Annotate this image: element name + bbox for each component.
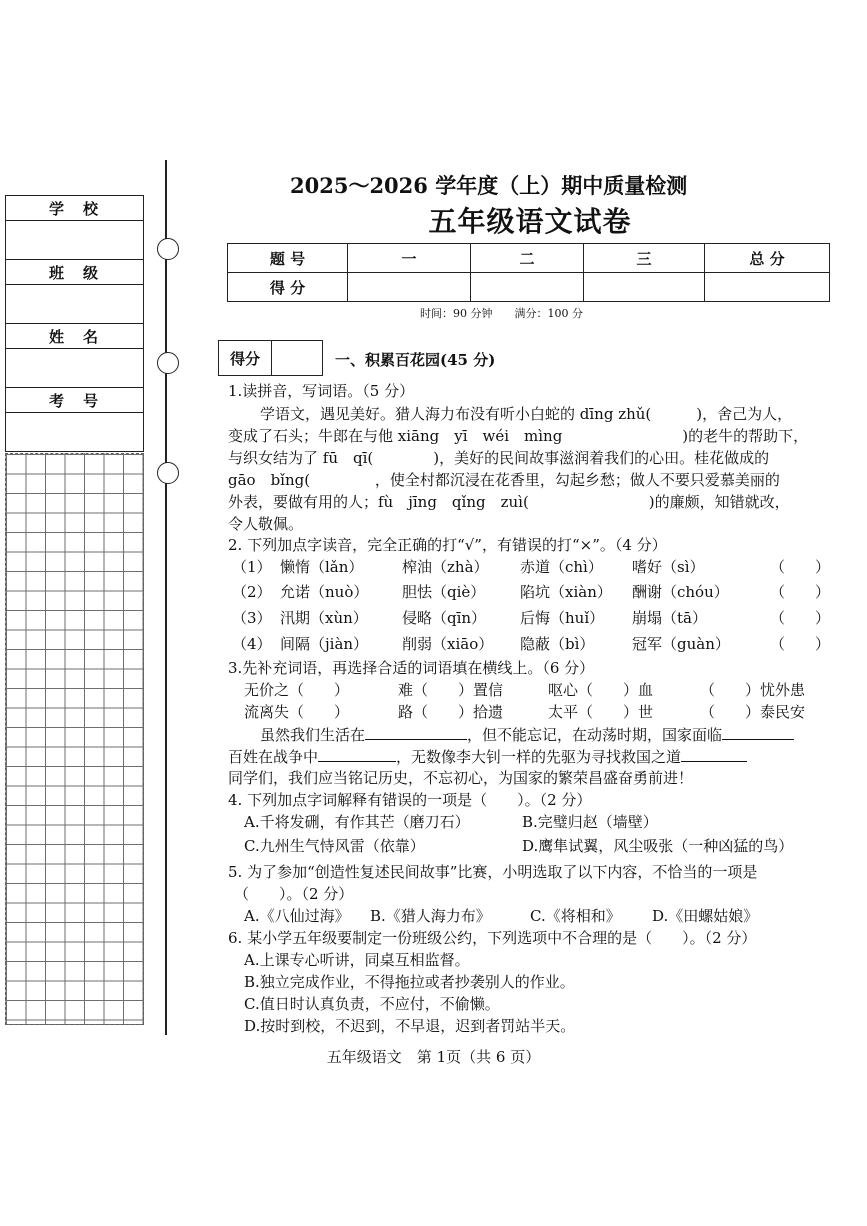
q2-item: 酬谢（chóu）	[632, 583, 729, 601]
section-score-label: 得分	[219, 341, 272, 376]
q3-word[interactable]: （ ）忧外患	[700, 681, 806, 699]
q1-line: 与织女结为了 fū qī( )，美好的民间故事滋润着我们的心田。桂花做成的	[228, 449, 770, 467]
q2-item: 削弱（xiāo）	[402, 635, 494, 653]
q2-item: 崩塌（tā）	[632, 609, 707, 627]
name-field[interactable]	[6, 349, 143, 388]
q2-item: 懒惰（lǎn）	[280, 558, 364, 576]
q1-line: 学语文，遇见美好。猎人海力布没有听小白蛇的 dīng zhǔ( )，舍己为人，	[260, 405, 793, 423]
q3-word[interactable]: 呕心（ ）血	[548, 681, 654, 699]
question-title: 5. 为了参加“创造性复述民间故事”比赛，小明选取了以下内容，不恰当的一项是	[228, 863, 758, 881]
question-title: 2. 下列加点字读音，完全正确的打“√”，有错误的打“×”。（4 分）	[228, 536, 667, 554]
q3-word[interactable]: （ ）泰民安	[700, 703, 806, 721]
fill-blank[interactable]	[318, 746, 396, 762]
q6-option-a[interactable]: A.上课专心听讲，同桌互相监督。	[244, 951, 470, 969]
score-cell[interactable]	[348, 273, 471, 302]
section-score-box	[218, 340, 323, 376]
q4-option-b[interactable]: B.完璧归赵（墙壁）	[522, 813, 658, 831]
class-field[interactable]	[6, 285, 143, 324]
question-title: 6. 某小学五年级要制定一份班级公约，下列选项中不合理的是（ ）。（2 分）	[228, 929, 757, 947]
question-title: 4. 下列加点字词解释有错误的一项是（ ）。（2 分）	[228, 791, 592, 809]
fill-blank[interactable]	[681, 746, 747, 762]
q4-option-a[interactable]: A.千将发硎，有作其芒（磨刀石）	[244, 813, 470, 831]
score-row-label: 得 分	[228, 273, 348, 302]
q3-text: 百姓在战争中	[228, 748, 319, 766]
binding-hole-icon	[157, 352, 179, 374]
score-header-cell: 题 号	[228, 244, 348, 273]
q2-item: 侵略（qīn）	[402, 609, 487, 627]
q2-item: 后悔（huǐ）	[520, 609, 605, 627]
q4-option-d[interactable]: D.鹰隼试翼，风尘吸张（一种凶猛的鸟）	[522, 837, 794, 855]
exam-number-field[interactable]	[6, 413, 143, 451]
question-title-cont: （ ）。（2 分）	[234, 885, 354, 903]
exam-title: 2025～2026 学年度（上）期中质量检测	[290, 173, 688, 198]
score-cell[interactable]	[471, 273, 584, 302]
q3-word[interactable]: 难（ ）置信	[398, 681, 504, 699]
q3-paragraph-line	[228, 746, 747, 767]
q3-text: 虽然我们生活在	[260, 726, 366, 744]
q3-paragraph-line: 同学们，我们应当铭记历史，不忘初心，为国家的繁荣昌盛奋勇前进！	[228, 769, 694, 787]
q2-item: 陷坑（xiàn）	[520, 583, 612, 601]
q2-item: 隐蔽（bì）	[520, 635, 595, 653]
q2-item: 榨油（zhà）	[402, 558, 489, 576]
q5-option-d[interactable]: D.《田螺姑娘》	[652, 907, 759, 925]
q1-line: gāo bǐng( ，使全村都沉浸在花香里，勾起乡愁；做人不要只爱慕美丽的	[228, 471, 780, 489]
q3-text: ，但不能忘记，在动荡时期，国家面临	[467, 726, 723, 744]
q2-item: 胆怯（qiè）	[402, 583, 486, 601]
score-table-header-row	[228, 244, 830, 273]
score-header-cell: 总 分	[705, 244, 830, 273]
q2-answer-blank[interactable]: （ ）	[770, 583, 831, 601]
question-title: 3.先补充词语，再选择合适的词语填在横线上。（6 分）	[228, 659, 595, 677]
q2-row-number: （4）	[232, 635, 272, 653]
score-header-cell: 三	[584, 244, 705, 273]
score-header-cell: 一	[348, 244, 471, 273]
page-footer: 五年级语文 第 1页（共 6 页）	[326, 1048, 541, 1066]
score-cell[interactable]	[705, 273, 830, 302]
fill-blank[interactable]	[722, 724, 794, 740]
q6-option-d[interactable]: D.按时到校，不迟到，不早退，迟到者罚站半天。	[244, 1017, 576, 1035]
q2-item: 汛期（xùn）	[280, 609, 368, 627]
q5-option-b[interactable]: B.《猎人海力布》	[370, 907, 491, 925]
q3-word[interactable]: 太平（ ）世	[548, 703, 654, 721]
q2-answer-blank[interactable]: （ ）	[770, 558, 831, 576]
fill-blank[interactable]	[365, 724, 467, 740]
q5-option-c[interactable]: C.《将相和》	[530, 907, 621, 925]
score-header-cell: 二	[471, 244, 584, 273]
q2-answer-blank[interactable]: （ ）	[770, 635, 831, 653]
paper-title: 五年级语文试卷	[428, 205, 632, 238]
binding-hole-icon	[157, 462, 179, 484]
time-info: 时间：90 分钟 满分：100 分	[420, 307, 583, 320]
score-table	[227, 243, 830, 302]
binding-hole-icon	[157, 238, 179, 260]
score-cell[interactable]	[584, 273, 705, 302]
name-label: 姓 名	[6, 324, 143, 349]
seat-grid	[5, 453, 144, 1025]
q1-line: 令人敬佩。	[228, 515, 304, 533]
q2-item: 赤道（chì）	[520, 558, 603, 576]
q3-text: ，无数像李大钊一样的先驱为寻找救国之道	[396, 748, 682, 766]
q1-line: 变成了石头；牛郎在与他 xiāng yī wéi mìng )的老牛的帮助下，	[228, 427, 809, 445]
q3-word[interactable]: 路（ ）拾遗	[398, 703, 504, 721]
binding-line	[165, 160, 167, 1035]
q3-paragraph-line	[260, 724, 794, 745]
q3-word[interactable]: 流离失（ ）	[244, 703, 350, 721]
section-title: 一、积累百花园(45 分)	[335, 351, 496, 369]
class-label: 班 级	[6, 260, 143, 285]
q6-option-b[interactable]: B.独立完成作业，不得拖拉或者抄袭别人的作业。	[244, 973, 575, 991]
section-score-cell[interactable]	[272, 341, 323, 376]
school-label: 学 校	[6, 196, 143, 221]
q2-item: 间隔（jiàn）	[280, 635, 369, 653]
q2-item: 嗜好（sì）	[632, 558, 705, 576]
q2-item: 允诺（nuò）	[280, 583, 369, 601]
exam-number-label: 考 号	[6, 388, 143, 413]
q2-row-number: （3）	[232, 609, 272, 627]
q2-row-number: （2）	[232, 583, 272, 601]
q4-option-c[interactable]: C.九州生气恃风雷（依靠）	[244, 837, 425, 855]
q1-line: 外表，要做有用的人；fù jīng qǐng zuì( )的廉颇，知错就改，	[228, 493, 790, 511]
q6-option-c[interactable]: C.值日时认真负责，不应付，不偷懒。	[244, 995, 500, 1013]
q2-answer-blank[interactable]: （ ）	[770, 609, 831, 627]
q2-row-number: （1）	[232, 558, 272, 576]
q2-item: 冠军（guàn）	[632, 635, 730, 653]
score-table-score-row	[228, 273, 830, 302]
q3-word[interactable]: 无价之（ ）	[244, 681, 350, 699]
question-title: 1.读拼音，写词语。（5 分）	[228, 382, 415, 400]
q5-option-a[interactable]: A.《八仙过海》	[244, 907, 350, 925]
